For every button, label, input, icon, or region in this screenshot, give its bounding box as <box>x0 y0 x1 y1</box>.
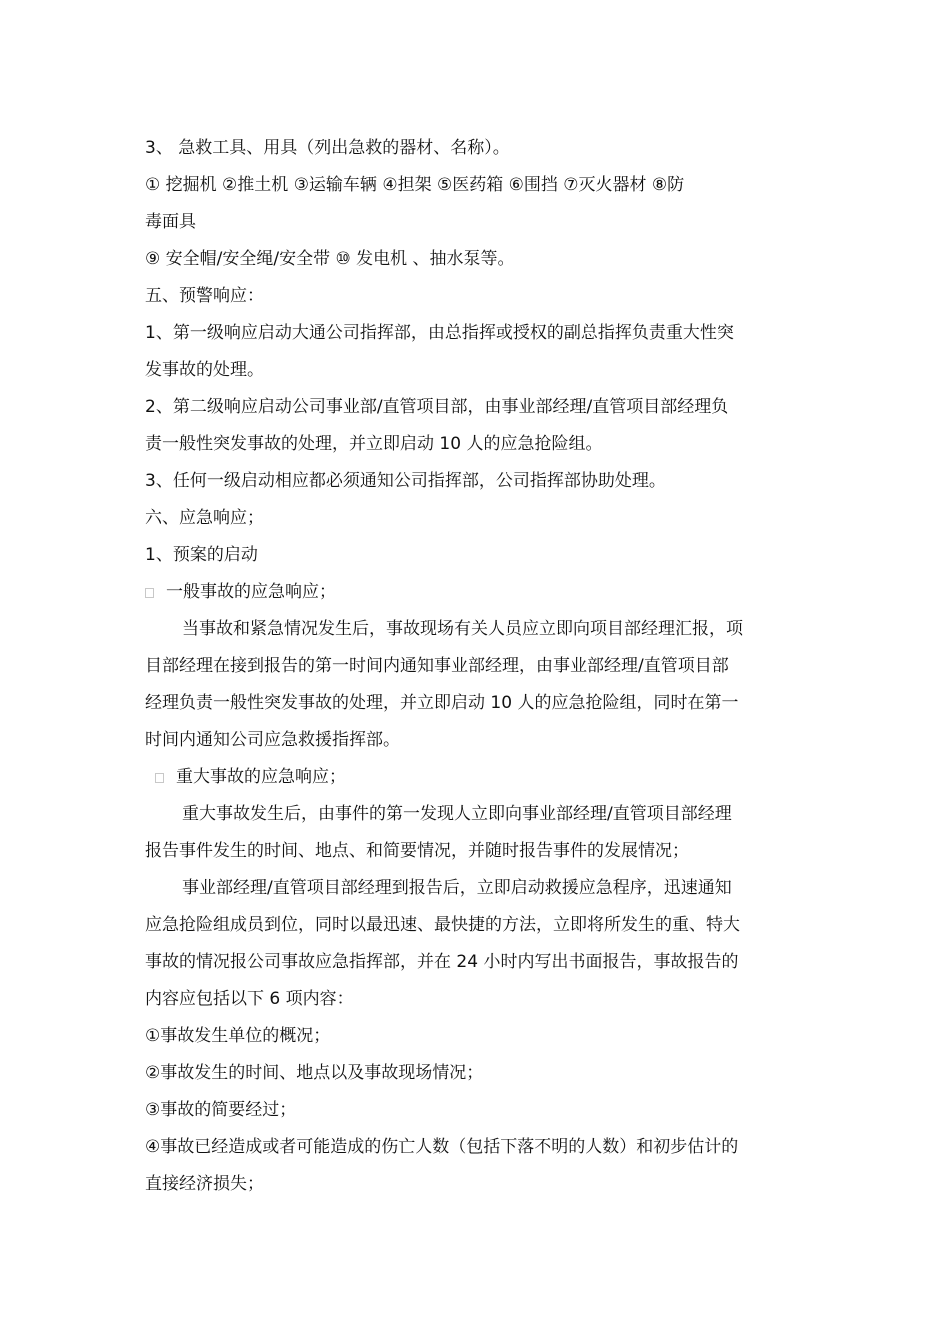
text-line: 经理负责一般性突发事故的处理，并立即启动 10 人的应急抢险组，同时在第一 <box>145 693 739 713</box>
text-line: 重大事故发生后，由事件的第一发现人立即向事业部经理/直管项目部经理 <box>182 804 732 824</box>
text-line: 时间内通知公司应急救援指挥部。 <box>145 730 400 750</box>
bullet-box-icon <box>155 773 164 783</box>
text-line: 直接经济损失； <box>145 1174 264 1194</box>
text-line: 事故的情况报公司事故应急指挥部，并在 24 小时内写出书面报告，事故报告的 <box>145 952 739 972</box>
text-line: 目部经理在接到报告的第一时间内通知事业部经理，由事业部经理/直管项目部 <box>145 656 729 676</box>
text-line: ⑨ 安全帽/安全绳/安全带 ⑩ 发电机 、抽水泵等。 <box>145 249 515 269</box>
text-line: 内容应包括以下 6 项内容： <box>145 989 354 1009</box>
text-line: 毒面具 <box>145 212 196 232</box>
text-line: 2、第二级响应启动公司事业部/直管项目部，由事业部经理/直管项目部经理负 <box>145 397 729 417</box>
bullet-item <box>145 574 820 611</box>
text-line: ④事故已经造成或者可能造成的伤亡人数（包括下落不明的人数）和初步估计的 <box>145 1137 739 1157</box>
text-line: ③事故的简要经过； <box>145 1100 297 1120</box>
text-line: 3、任何一级启动相应都必须通知公司指挥部，公司指挥部协助处理。 <box>145 471 666 491</box>
bullet-item-label: 重大事故的应急响应； <box>176 767 346 787</box>
text-line: 应急抢险组成员到位，同时以最迅速、最快捷的方法，立即将所发生的重、特大 <box>145 915 740 935</box>
text-line: 当事故和紧急情况发生后，事故现场有关人员应立即向项目部经理汇报，项 <box>182 619 743 639</box>
text-line: 3、 急救工具、用具（列出急救的器材、名称）。 <box>145 138 510 158</box>
text-line: ① 挖掘机 ②推土机 ③运输车辆 ④担架 ⑤医药箱 ⑥围挡 ⑦灭火器材 ⑧防 <box>145 175 685 195</box>
bullet-box-icon <box>145 588 154 598</box>
text-line: 1、预案的启动 <box>145 545 258 565</box>
text-line: ②事故发生的时间、地点以及事故现场情况； <box>145 1063 484 1083</box>
bullet-item <box>145 759 820 796</box>
text-line: 1、第一级响应启动大通公司指挥部，由总指挥或授权的副总指挥负责重大性突 <box>145 323 734 343</box>
text-line: 责一般性突发事故的处理，并立即启动 10 人的应急抢险组。 <box>145 434 603 454</box>
section-heading: 六、应急响应； <box>145 508 264 528</box>
text-line: 发事故的处理。 <box>145 360 264 380</box>
bullet-item-label: 一般事故的应急响应； <box>166 582 336 602</box>
text-line: ①事故发生单位的概况； <box>145 1026 331 1046</box>
document-body <box>145 130 820 1203</box>
text-line: 事业部经理/直管项目部经理到报告后，立即启动救援应急程序，迅速通知 <box>182 878 732 898</box>
section-heading: 五、预警响应： <box>145 286 264 306</box>
text-line: 报告事件发生的时间、地点、和简要情况，并随时报告事件的发展情况； <box>145 841 689 861</box>
